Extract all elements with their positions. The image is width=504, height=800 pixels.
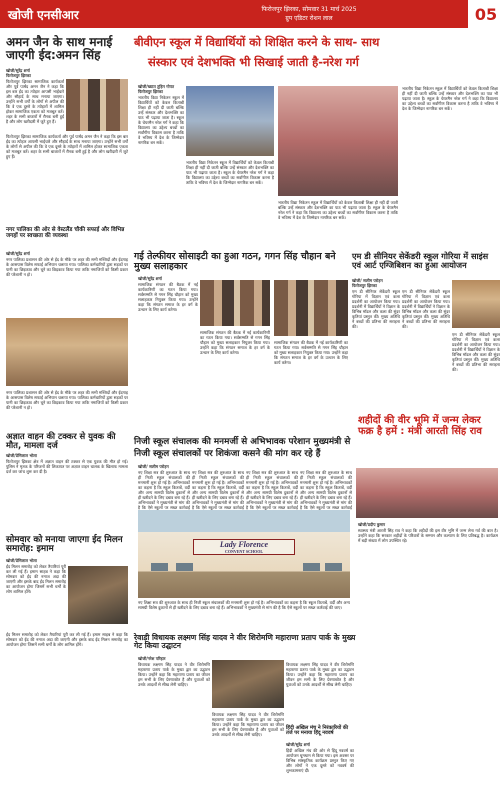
byline-cleanliness: खोजी/सुरेंद्र शर्मा xyxy=(6,251,30,256)
page-number: 05 xyxy=(468,0,504,28)
body-private-col1: नए शिक्षा सत्र की शुरुआत के साथ ही निजी स्कूल संचालकों की मनमानी शुरू हो गई है। अभिभावकों का कहना है कि स्कूल किताबें, वर्दी और अन्य सामग्री विशेष दुकानों से ही खरीदने के लिए दबाव बना रहे हैं। अभिभावकों ने मुख्यमंत्री से मांग की है कि ऐसे स्कूलों पर सख्त कार्रवाई xyxy=(138,470,190,510)
byline-society: खोजी/सुरेंद्र शर्मा xyxy=(138,276,162,281)
school-sign-name: Lady Florence xyxy=(219,539,269,549)
body-hindi-manch: हिंदी अखिल मंच की ओर से हिंदू नववर्ष का आयोजन धूमधाम से किया गया। इस अवसर पर विभिन्न सांस्कृतिक कार्यक्रम प्रस्तुत किए गए और लोगों ने एक दूसरे को नववर्ष की शुभकामनाएं दीं। xyxy=(286,748,354,773)
byline-aman-jain: खोजी/सुरेंद्र शर्मा xyxy=(6,68,30,73)
body-mla-col1: विधायक लक्ष्मण सिंह यादव ने वीर शिरोमणि महाराणा प्रताप पार्क के मुख्य द्वार का उद्घाटन किया। उन्होंने कहा कि महाराणा प्रताप का जीवन हम सभी के लिए प्रेरणास्रोत है और युवाओं को उनके आदर्शों से सीख लेनी चाहिए। xyxy=(138,662,210,687)
newspaper-logo: खोजी एनसीआर xyxy=(8,7,79,22)
byline-private-schools: खोजी/ सलीम परोहन xyxy=(138,464,169,469)
dateline xyxy=(150,5,468,23)
body-exhibition-col2: एम डी सीनियर सेकेंडरी स्कूल गोरिया में विज्ञान एवं कला प्रदर्शनी का आयोजन किया गया। प्रदर्शनी में विद्यार्थियों ने विज्ञान के विभिन्न मॉडल और कला की सुंदर कृतियां प्रस्तुत कीं। मुख्य अतिथि ने बच्चों की प्रतिभा की सराहना की। xyxy=(402,289,450,329)
body-mla-col2: विधायक लक्ष्मण सिंह यादव ने वीर शिरोमणि महाराणा प्रताप पार्क के मुख्य द्वार का उद्घाटन किया। उन्होंने कहा कि महाराणा प्रताप का जीवन हम सभी के लिए प्रेरणास्रोत है और युवाओं को उनके आदर्शों से सीख लेनी चाहिए। xyxy=(212,712,284,737)
headline-aman-jain: अमन जैन के साथ मनाई जाएगी ईद:अमन सिंह xyxy=(6,35,113,62)
photo-bvn-1 xyxy=(186,86,274,156)
byline-accident: खोजी/प्रेमिलाल भोला xyxy=(6,453,37,458)
body-aman-jain: फिरोजपुर झिरका सामाजिक कार्यकर्ता और पूर्व पार्षद अमन जैन ने कहा कि इस बार ईद का त्योहार आपसी भाईचारे और सौहार्द के साथ मनाया जाएगा। उन्होंने सभी वर्गों के लोगों से अपील की कि वे एक दूसरे के त्योहारों में शामिल होकर सामाजिक एकता को मजबूत करें। शहर के सभी बाजारों में रौनक बनी हुई है और लोग खरीदारी में जुटे हुए हैं। xyxy=(6,79,64,124)
headline-private-schools-line1: निजी स्कूल संचालक की मनमर्जी से अभिभावक परेशान मुख्यमंत्री से xyxy=(134,437,351,447)
body-bvn-col3: भारतीय विद्या निकेतन स्कूल में विद्यार्थियों को केवल किताबी शिक्षा ही नहीं दी जाती बल्कि उन्हें संस्कार और देशभक्ति का पाठ भी पढ़ाया जाता है। स्कूल के चेयरमैन नरेश गर्ग ने कहा कि विद्यालय का उद्देश्य बच्चों का सर्वांगीण विकास करना है ताकि वे भविष्य में देश के जिम्मेदार नागरिक बन सकें। xyxy=(278,200,398,220)
dateline-date: फिरोजपुर झिरका, सोमवार 31 मार्च 2025 xyxy=(261,6,357,13)
photo-exhibition xyxy=(452,280,500,328)
headline-mla: रेवाड़ी विधायक लक्ष्मण सिंह यादव ने वीर शिरोमणि महाराणा प्रताप पार्क के मुख्य गेट किया उद्घाटन xyxy=(134,633,356,650)
photo-aman-jain xyxy=(66,79,128,131)
body-society: सामाजिक संगठन की बैठक में नई कार्यकारिणी का गठन किया गया। सर्वसम्मति से गगन सिंह चौहान को मुख्य सलाहकार नियुक्त किया गया। उन्होंने कहा कि संगठन समाज के हर वर्ग के उत्थान के लिए कार्य करेगा। xyxy=(138,282,198,312)
headline-bvn-line2: संस्कार एवं देशभक्ति भी सिखाई जाती है-नरेश गर्ग xyxy=(148,55,359,69)
photo-society xyxy=(200,280,270,326)
photo-cleanliness xyxy=(6,318,128,386)
headline-eid-milan: सोमवार को मनाया जाएगा ईद मिलन समारोह: इमाम xyxy=(6,535,123,555)
masthead xyxy=(0,0,504,28)
headline-exhibition: एम डी सीनियर सेकेंडरी स्कूल गोरिया में साइंस एवं आर्ट एग्जिबिशन का हुआ आयोजन xyxy=(352,251,489,270)
body-eid-milan-cont: ईद मिलन समारोह को लेकर तैयारियां पूरी कर ली गई हैं। इमाम साहब ने कहा कि सोमवार को ईद की नमाज अदा की जाएगी और इसके बाद ईद मिलन समारोह का आयोजन होगा जिसमें सभी धर्मों के लोग शामिल होंगे। xyxy=(6,632,128,647)
headline-hindi-manch: हिंदी अखिल मंच ने निरंकारियों की तर्ज पर मनाया हिंदू नववर्ष xyxy=(286,725,349,737)
body-private-bottom: नए शिक्षा सत्र की शुरुआत के साथ ही निजी स्कूल संचालकों की मनमानी शुरू हो गई है। अभिभावकों का कहना है कि स्कूल किताबें, वर्दी और अन्य सामग्री विशेष दुकानों से ही खरीदने के लिए दबाव बना रहे हैं। अभिभावकों ने मुख्यमंत्री से मांग की है कि ऐसे स्कूलों पर सख्त कार्रवाई की जाए। xyxy=(138,600,350,610)
location-bvn: फिरोजपुर झिरका xyxy=(138,89,163,94)
body-private-col3: नए शिक्षा सत्र की शुरुआत के साथ ही निजी स्कूल संचालकों की मनमानी शुरू हो गई है। अभिभावकों का कहना है कि स्कूल किताबें, वर्दी और अन्य सामग्री विशेष दुकानों से ही खरीदने के लिए दबाव बना रहे हैं। अभिभावकों ने मुख्यमंत्री से मांग की है कि ऐसे स्कूलों पर सख्त कार्रवाई xyxy=(246,470,298,510)
body-exhibition-col3: एम डी सीनियर सेकेंडरी स्कूल गोरिया में विज्ञान एवं कला प्रदर्शनी का आयोजन किया गया। प्रदर्शनी में विद्यार्थियों ने विज्ञान के विभिन्न मॉडल और कला की सुंदर कृतियां प्रस्तुत कीं। मुख्य अतिथि ने बच्चों की प्रतिभा की सराहना की। xyxy=(452,332,500,372)
photo-school-building xyxy=(138,510,350,598)
photo-martyrs xyxy=(356,468,498,518)
byline-mla: खोजी/नरेश परिहार xyxy=(138,656,166,661)
location-exhibition: फिरोजपुर झिरका xyxy=(352,283,377,288)
body-aman-jain-cont: फिरोजपुर झिरका सामाजिक कार्यकर्ता और पूर्व पार्षद अमन जैन ने कहा कि इस बार ईद का त्योहार आपसी भाईचारे और सौहार्द के साथ मनाया जाएगा। उन्होंने सभी वर्गों के लोगों से अपील की कि वे एक दूसरे के त्योहारों में शामिल होकर सामाजिक एकता को मजबूत करें। शहर के सभी बाजारों में रौनक बनी हुई है और लोग खरीदारी में जुटे हुए हैं। xyxy=(6,134,128,159)
dateline-editor: ग्रुप एडिटर रोशन लाल xyxy=(285,15,333,22)
body-eid-milan: ईद मिलन समारोह को लेकर तैयारियां पूरी कर ली गई हैं। इमाम साहब ने कहा कि सोमवार को ईद की नमाज अदा की जाएगी और इसके बाद ईद मिलन समारोह का आयोजन होगा जिसमें सभी धर्मों के लोग शामिल होंगे। xyxy=(6,564,66,594)
body-bvn-col2: भारतीय विद्या निकेतन स्कूल में विद्यार्थियों को केवल किताबी शिक्षा ही नहीं दी जाती बल्कि उन्हें संस्कार और देशभक्ति का पाठ भी पढ़ाया जाता है। स्कूल के चेयरमैन नरेश गर्ग ने कहा कि विद्यालय का उद्देश्य बच्चों का सर्वांगीण विकास करना है ताकि वे भविष्य में देश के जिम्मेदार नागरिक बन सकें। xyxy=(186,160,274,185)
body-private-col2: नए शिक्षा सत्र की शुरुआत के साथ ही निजी स्कूल संचालकों की मनमानी शुरू हो गई है। अभिभावकों का कहना है कि स्कूल किताबें, वर्दी और अन्य सामग्री विशेष दुकानों से ही खरीदने के लिए दबाव बना रहे हैं। अभिभावकों ने मुख्यमंत्री से मांग की है कि ऐसे स्कूलों पर सख्त कार्रवाई xyxy=(192,470,244,510)
photo-eid-milan xyxy=(68,566,128,624)
body-mla-col3: विधायक लक्ष्मण सिंह यादव ने वीर शिरोमणि महाराणा प्रताप पार्क के मुख्य द्वार का उद्घाटन किया। उन्होंने कहा कि महाराणा प्रताप का जीवन हम सभी के लिए प्रेरणास्रोत है और युवाओं को उनके आदर्शों से सीख लेनी चाहिए। xyxy=(286,662,354,687)
byline-eid-milan: खोजी/प्रेमिलाल भोला xyxy=(6,558,37,563)
school-sign-sub: CONVENT SCHOOL xyxy=(224,548,263,554)
body-cleanliness-cont: नगर पालिका प्रशासन की ओर से ईद के मौके पर शहर की सभी मस्जिदों और ईदगाह के आसपास विशेष सफाई अभियान चलाया गया। पालिका कर्मचारियों द्वारा सड़कों पर पानी का छिड़काव और चूने का छिड़काव किया गया ताकि नमाजियों को किसी प्रकार की परेशानी न हो। xyxy=(6,390,128,410)
headline-bvn-line1: बीवीएन स्कूल में विद्यार्थियों को शिक्षित करने के साथ- साथ xyxy=(134,35,380,49)
body-bvn-col1: भारतीय विद्या निकेतन स्कूल में विद्यार्थियों को केवल किताबी शिक्षा ही नहीं दी जाती बल्कि उन्हें संस्कार और देशभक्ति का पाठ भी पढ़ाया जाता है। स्कूल के चेयरमैन नरेश गर्ग ने कहा कि विद्यालय का उद्देश्य बच्चों का सर्वांगीण विकास करना है ताकि वे भविष्य में देश के जिम्मेदार नागरिक बन सकें। xyxy=(138,95,184,145)
headline-society: गई तेल्फीयर सोसाइटी का हुआ गठन, गगन सिंह चौहान बने मुख्य सलाहकार xyxy=(134,251,336,272)
byline-hindi-manch: खोजी/सुरेंद्र शर्मा xyxy=(286,742,310,747)
body-martyrs: स्वास्थ्य मंत्री आरती सिंह राव ने कहा कि शहीदों की इस वीर भूमि में जन्म लेना गर्व की बात है। उन्होंने कहा कि सरकार शहीदों के परिवारों के सम्मान और कल्याण के लिए प्रतिबद्ध है। कार्यक्रम में बड़ी संख्या में लोग उपस्थित रहे। xyxy=(358,528,498,543)
body-private-col4: नए शिक्षा सत्र की शुरुआत के साथ ही निजी स्कूल संचालकों की मनमानी शुरू हो गई है। अभिभावकों का कहना है कि स्कूल किताबें, वर्दी और अन्य सामग्री विशेष दुकानों से ही खरीदने के लिए दबाव बना रहे हैं। अभिभावकों ने मुख्यमंत्री से मांग की है कि ऐसे स्कूलों पर सख्त कार्रवाई xyxy=(300,470,352,510)
body-society-col3: सामाजिक संगठन की बैठक में नई कार्यकारिणी का गठन किया गया। सर्वसम्मति से गगन सिंह चौहान को मुख्य सलाहकार नियुक्त किया गया। उन्होंने कहा कि संगठन समाज के हर वर्ग के उत्थान के लिए कार्य करेगा। xyxy=(274,340,348,365)
photo-society-2 xyxy=(274,280,348,336)
headline-accident: अज्ञात वाहन की टक्कर से युवक की मौत, मामला दर्ज xyxy=(6,431,116,450)
byline-exhibition: खोजी/ सलीम परोहन xyxy=(352,278,383,283)
body-accident: फिरोजपुर झिरका क्षेत्र में अज्ञात वाहन की टक्कर से एक युवक की मौत हो गई। पुलिस ने मृतक के परिजनों की शिकायत पर अज्ञात वाहन चालक के खिलाफ मामला दर्ज कर जांच शुरू कर दी है। xyxy=(6,459,128,474)
headline-cleanliness: नगर पालिका की ओर से वेस्टलैंड चौकी सफाई और विभिन्न जगहों पर स्वच्छता की व्यवस्था xyxy=(6,227,125,239)
byline-bvn: खोजी/ख्यात तुहिन गोयत xyxy=(138,84,175,89)
photo-mla xyxy=(212,660,284,708)
body-society-col2: सामाजिक संगठन की बैठक में नई कार्यकारिणी का गठन किया गया। सर्वसम्मति से गगन सिंह चौहान को मुख्य सलाहकार नियुक्त किया गया। उन्होंने कहा कि संगठन समाज के हर वर्ग के उत्थान के लिए कार्य करेगा। xyxy=(200,330,270,355)
body-bvn-col4: भारतीय विद्या निकेतन स्कूल में विद्यार्थियों को केवल किताबी शिक्षा ही नहीं दी जाती बल्कि उन्हें संस्कार और देशभक्ति का पाठ भी पढ़ाया जाता है। स्कूल के चेयरमैन नरेश गर्ग ने कहा कि विद्यालय का उद्देश्य बच्चों का सर्वांगीण विकास करना है ताकि वे भविष्य में देश के जिम्मेदार नागरिक बन सकें। xyxy=(402,86,498,111)
body-cleanliness: नगर पालिका प्रशासन की ओर से ईद के मौके पर शहर की सभी मस्जिदों और ईदगाह के आसपास विशेष सफाई अभियान चलाया गया। पालिका कर्मचारियों द्वारा सड़कों पर पानी का छिड़काव और चूने का छिड़काव किया गया ताकि नमाजियों को किसी प्रकार की परेशानी न हो। xyxy=(6,257,128,277)
school-signboard xyxy=(193,539,295,555)
location-aman-jain: फिरोजपुर झिरका xyxy=(6,73,31,78)
byline-martyrs: खोजी/प्रदीप कुमार xyxy=(358,522,386,527)
headline-private-schools-line2: निजी स्कूल संचालकों पर शिकंजा कसने की मांग कर रहे हैं xyxy=(134,449,321,459)
photo-bvn-2 xyxy=(278,86,398,196)
headline-martyrs: शहीदों की वीर भूमि में जन्म लेकर फक्र है हमें : मंत्री आरती सिंह राव xyxy=(358,415,482,437)
body-exhibition-col1: एम डी सीनियर सेकेंडरी स्कूल गोरिया में विज्ञान एवं कला प्रदर्शनी का आयोजन किया गया। प्रदर्शनी में विद्यार्थियों ने विज्ञान के विभिन्न मॉडल और कला की सुंदर कृतियां प्रस्तुत कीं। मुख्य अतिथि ने बच्चों की प्रतिभा की सराहना की। xyxy=(352,289,400,329)
